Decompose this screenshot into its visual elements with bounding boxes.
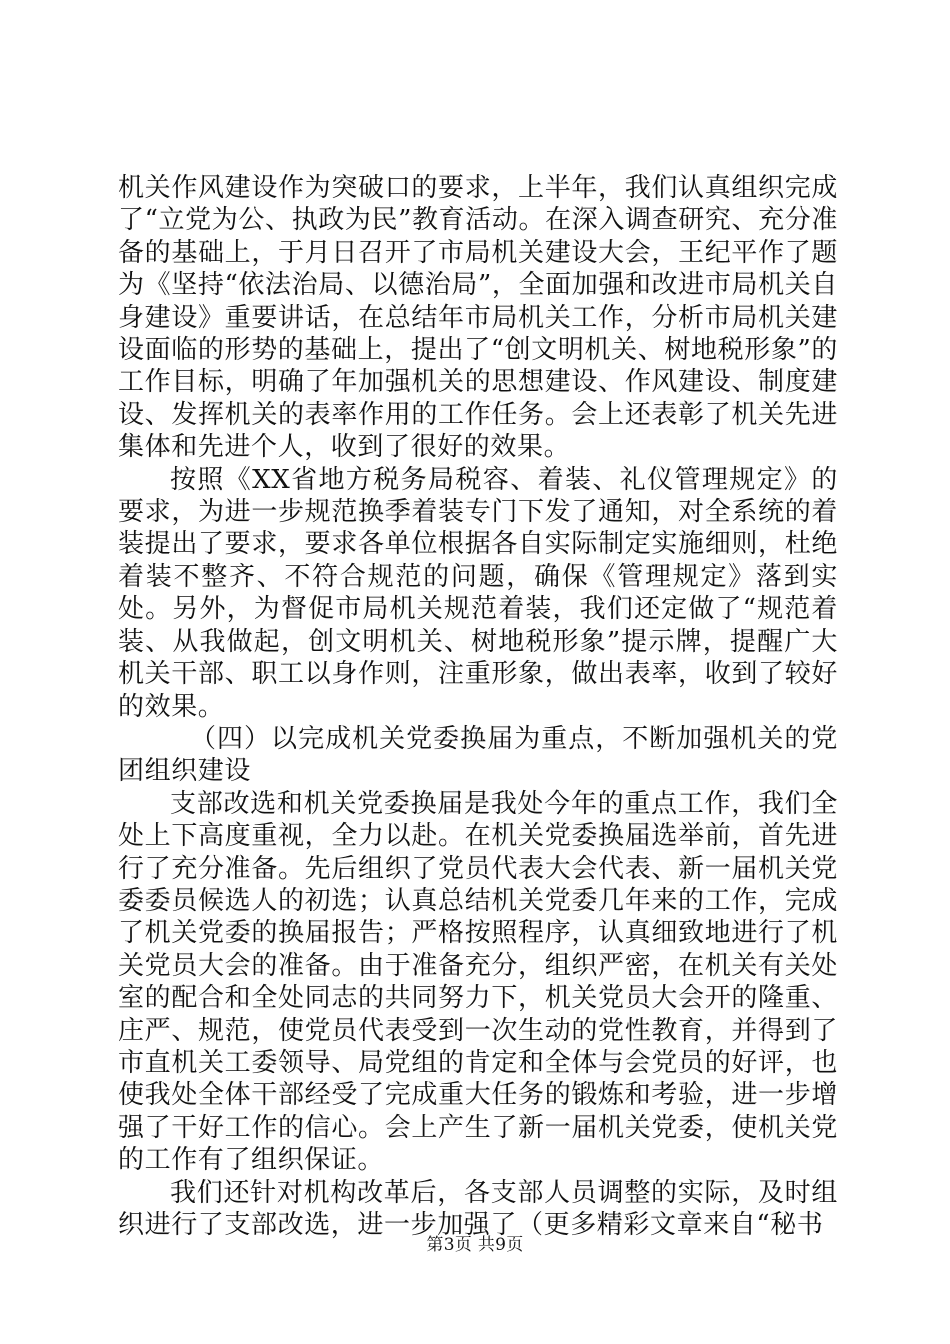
document-body: [118, 172, 838, 1241]
paragraph-2: 按照《XX省地方税务局税容、着装、礼仪管理规定》的要求，为进一步规范换季着装专门下发了通知，对全系统的着装提出了要求，要求各单位根据各自实际制定实施细则，杜绝着装不整齐、不符合规范的问题，确保《管理规定》落到实处。另外，为督促市局机关规范着装，我们还定做了“规范着装、从我做起，创文明机关、树地税形象”提示牌，提醒广大机关干部、职工以身作则，注重形象，做出表率，收到了较好的效果。: [118, 464, 838, 722]
paragraph-1: 机关作风建设作为突破口的要求，上半年，我们认真组织完成了“立党为公、执政为民”教育活动。在深入调查研究、充分准备的基础上，于月日召开了市局机关建设大会，王纪平作了题为《坚持“依法治局、以德治局”，全面加强和改进市局机关自身建设》重要讲话，在总结年市局机关工作，分析市局机关建设面临的形势的基础上，提出了“创文明机关、树地税形象”的工作目标，明确了年加强机关的思想建设、作风建设、制度建设、发挥机关的表率作用的工作任务。会上还表彰了机关先进集体和先进个人，收到了很好的效果。: [118, 173, 838, 463]
paragraph-4: 我们还针对机构改革后，各支部人员调整的实际，及时组织进行了支部改选，进一步加强了（更多精彩文章来自“秘书: [118, 1177, 838, 1240]
section-heading: （四）以完成机关党委换届为重点，不断加强机关的党团组织建设: [118, 723, 838, 787]
paragraph-3: 支部改选和机关党委换届是我处今年的重点工作，我们全处上下高度重视，全力以赴。在机关党委换届选举前，首先进行了充分准备。先后组织了党员代表大会代表、新一届机关党委委员候选人的初选；认真总结机关党委几年来的工作，完成了机关党委的换届报告；严格按照程序，认真细致地进行了机关党员大会的准备。由于准备充分，组织严密，在机关有关处室的配合和全处同志的共同努力下，机关党员大会开的隆重、庄严、规范，使党员代表受到一次生动的党性教育，并得到了市直机关工委领导、局党组的肯定和全体与会党员的好评，也使我处全体干部经受了完成重大任务的锻炼和考验，进一步增强了干好工作的信心。会上产生了新一届机关党委，使机关党的工作有了组织保证。: [118, 788, 838, 1176]
page-number-footer: 第3页 共9页: [426, 1235, 524, 1255]
